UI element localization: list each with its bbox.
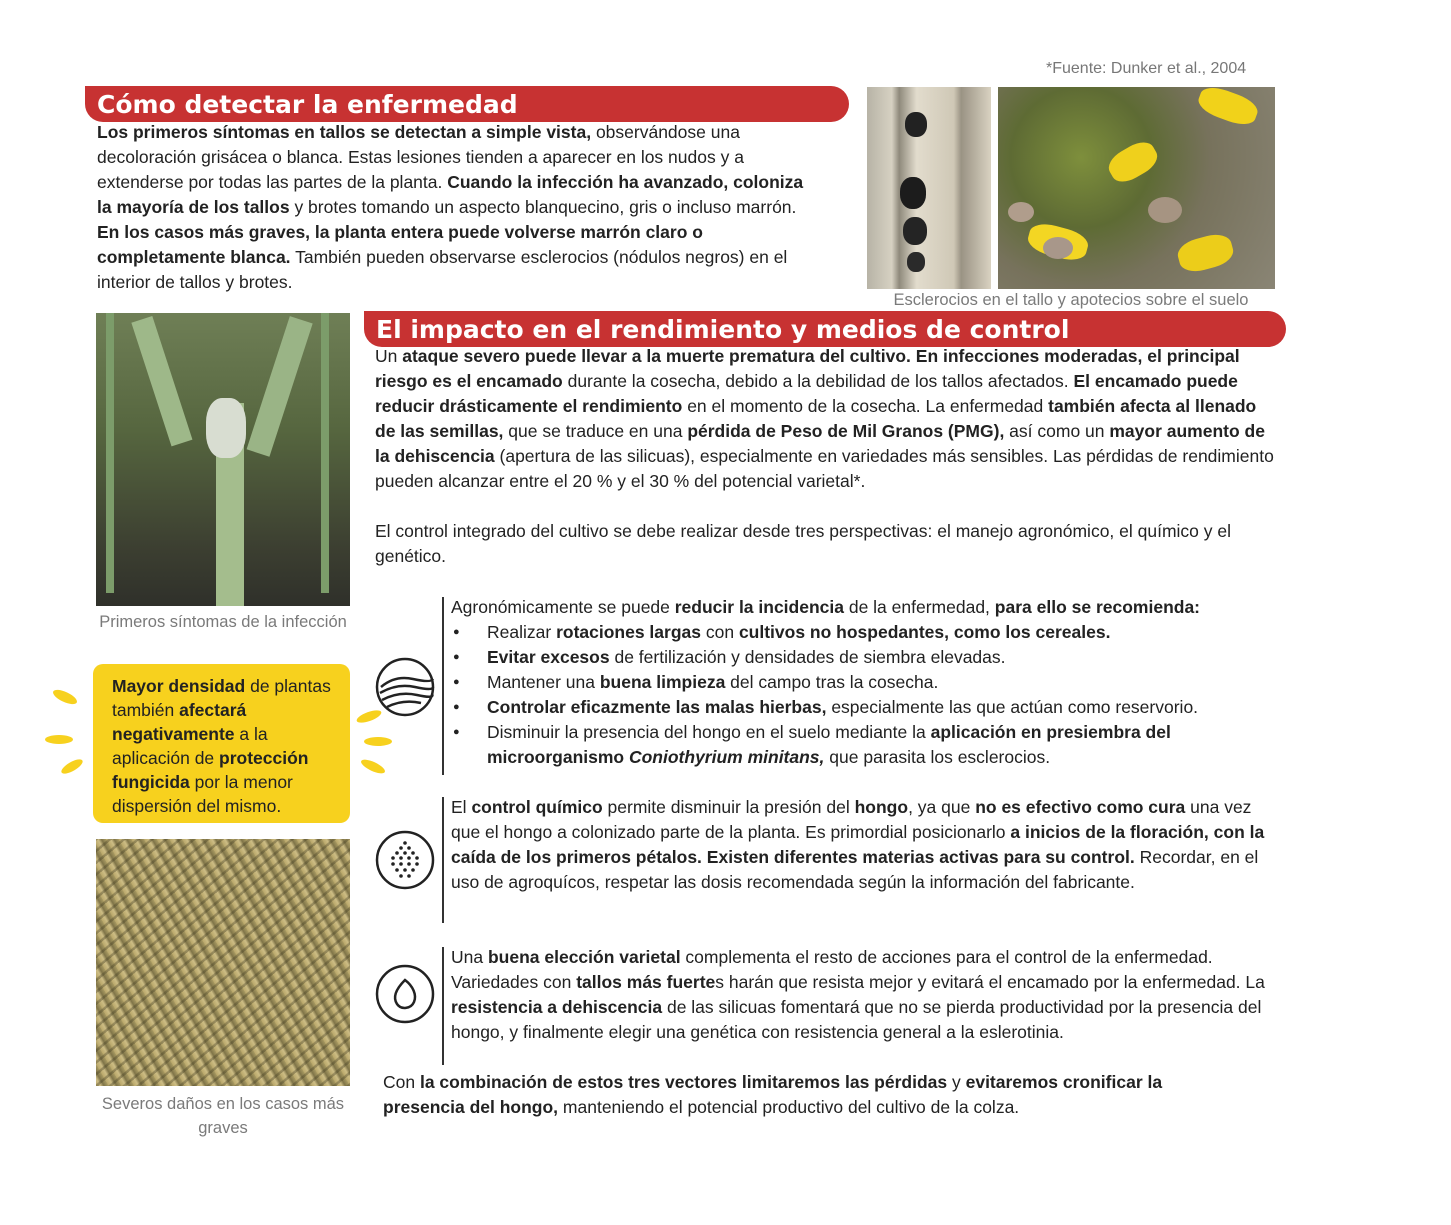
spray-icon (375, 830, 435, 890)
list-item: ● Controlar eficazmente las malas hierbas, especialmente las que actúan como reservorio. (451, 695, 1281, 720)
density-callout: Mayor densidad de plantas también afectará negativamente a la aplicación de protección fungicida por la menor dispersión del mismo. (93, 664, 350, 823)
sclerotia-stem-photo (867, 87, 991, 289)
first-symptoms-photo (96, 313, 350, 606)
agronomic-intro: Agronómicamente se puede reducir la incidencia de la enfermedad, para ello se recomienda: (451, 597, 1201, 617)
section-title-detect: Cómo detectar la enfermedad (85, 86, 849, 122)
list-item: ● Evitar excesos de fertilización y densidades de siembra elevadas. (451, 645, 1281, 670)
detect-paragraph: Los primeros síntomas en tallos se detectan a simple vista, observándose una decoloración grisácea o blanca. Estas lesiones tienden a aparecer en los nudos y a extenderse por todas las partes de la planta. Cuando la infección ha avanzado, coloniza la mayoría de los tallos y brotes tomando un aspecto blanquecino, gris o incluso marrón. En los casos más graves, la planta entera puede volverse marrón claro o completamente blanca. También pueden observarse esclerocios (nódulos negros) en el interior de tallos y brotes. (97, 122, 804, 292)
gen-divider (442, 947, 444, 1065)
agronomic-block (451, 595, 1281, 770)
caption-first-symptoms: Primeros síntomas de la infección (99, 613, 347, 631)
impact-paragraph: Un ataque severo puede llevar a la muerte prematura del cultivo. En infecciones moderadas, el principal riesgo es el encamado durante la cosecha, debido a la debilidad de los tallos afectados. El encamado puede reducir drásticamente el rendimiento en el momento de la cosecha. La enfermedad también afecta al llenado de las semillas, que se traduce en una pérdida de Peso de Mil Granos (PMG), así como un mayor aumento de la dehiscencia (apertura de las silicuas), especialmente en variedades más sensibles. Las pérdidas de rendimiento pueden alcanzar entre el 20 % y el 30 % del potencial varietal*. (375, 346, 1274, 491)
conclusion-paragraph: Con la combinación de estos tres vectores limitaremos las pérdidas y evitaremos cronificar la presencia del hongo, manteniendo el potencial productivo del cultivo de la colza. (383, 1072, 1163, 1117)
severe-damage-photo (96, 839, 350, 1086)
source-note: *Fuente: Dunker et al., 2004 (1046, 60, 1247, 77)
apothecia-soil-photo (998, 87, 1275, 289)
control-intro-paragraph: El control integrado del cultivo se debe realizar desde tres perspectivas: el manejo agronómico, el químico y el genético. (375, 521, 1232, 566)
list-item: ● Realizar rotaciones largas con cultivos no hospedantes, como los cereales. (451, 620, 1281, 645)
genetic-block: Una buena elección varietal complementa el resto de acciones para el control de la enfermedad. Variedades con tallos más fuertes harán que resista mejor y evitará el encamado por la enfermedad. La resistencia a dehiscencia de las silicuas fomentará que no se pierda productividad por la presencia del hongo, y finalmente elegir una genética con resistencia general a la eslerotinia. (451, 947, 1265, 1042)
caption-severe-damage: Severos daños en los casos más graves (101, 1095, 345, 1137)
seed-icon (375, 964, 435, 1024)
caption-sclerotia: Esclerocios en el tallo y apotecios sobre el suelo (893, 291, 1249, 309)
agro-divider (442, 597, 444, 775)
chemical-block: El control químico permite disminuir la presión del hongo, ya que no es efectivo como cura una vez que el hongo a colonizado parte de la planta. Es primordial posicionarlo a inicios de la floración, con la caída de los primeros pétalos. Existen diferentes materias activas para su control. Recordar, en el uso de agroquícos, respetar las dosis recomendada según la información del fabricante. (451, 797, 1265, 892)
section-title-impact: El impacto en el rendimiento y medios de control (364, 311, 1286, 347)
list-item: ● Mantener una buena limpieza del campo tras la cosecha. (451, 670, 1281, 695)
field-rows-icon (375, 657, 435, 717)
list-item: ● Disminuir la presencia del hongo en el suelo mediante la aplicación en presiembra del microorganismo Coniothyrium minitans, que parasita los esclerocios. (451, 720, 1281, 770)
chem-divider (442, 797, 444, 923)
